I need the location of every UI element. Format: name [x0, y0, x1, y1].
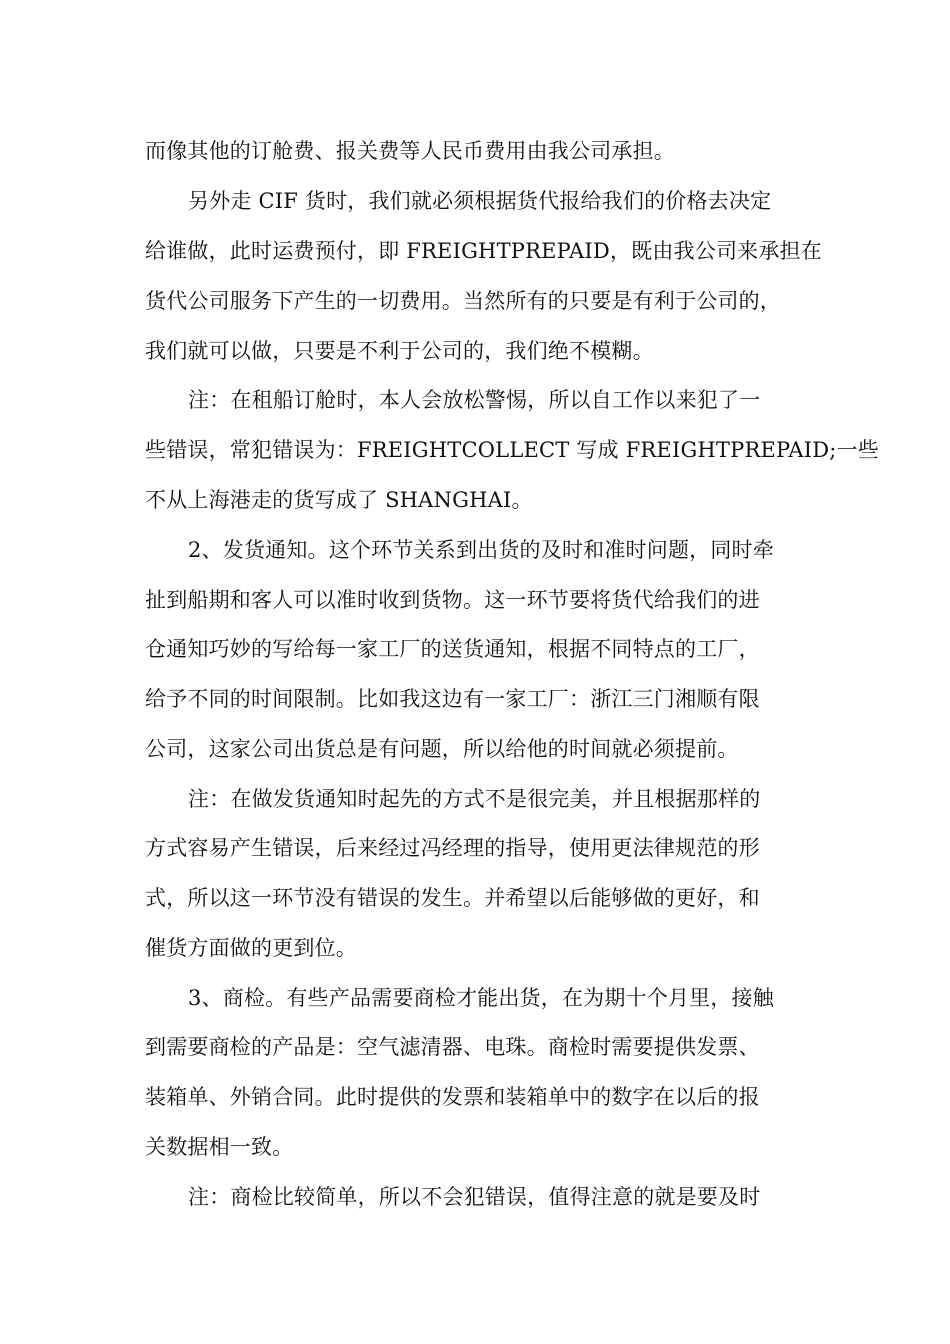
text-line: 另外走 CIF 货时，我们就必须根据货代报给我们的价格去决定	[188, 189, 772, 213]
text-line: 注：在租船订舱时，本人会放松警惕，所以自工作以来犯了一	[188, 388, 761, 412]
text-line: 些错误，常犯错误为：FREIGHTCOLLECT 写成 FREIGHTPREPAID;一些	[145, 438, 879, 462]
text-line: 扯到船期和客人可以准时收到货物。这一环节要将货代给我们的进	[145, 588, 760, 612]
text-line: 2、发货通知。这个环节关系到出货的及时和准时问题，同时牵	[188, 538, 774, 562]
text-line: 式，所以这一环节没有错误的发生。并希望以后能够做的更好，和	[145, 886, 760, 910]
text-line: 仓通知巧妙的写给每一家工厂的送货通知，根据不同特点的工厂，	[145, 637, 760, 661]
text-line: 给予不同的时间限制。比如我这边有一家工厂：浙江三门湘顺有限	[145, 687, 760, 711]
text-line: 方式容易产生错误，后来经过冯经理的指导，使用更法律规范的形	[145, 836, 760, 860]
text-line: 关数据相一致。	[145, 1135, 294, 1159]
text-line: 注：商检比较简单，所以不会犯错误，值得注意的就是要及时	[188, 1185, 761, 1209]
text-line: 我们就可以做，只要是不利于公司的，我们绝不模糊。	[145, 339, 654, 363]
text-line: 不从上海港走的货写成了 SHANGHAI。	[145, 488, 533, 512]
text-line: 给谁做，此时运费预付，即 FREIGHTPREPAID，既由我公司来承担在	[145, 239, 822, 263]
text-line: 3、商检。有些产品需要商检才能出货，在为期十个月里，接触	[188, 986, 774, 1010]
text-line: 到需要商检的产品是：空气滤清器、电珠。商检时需要提供发票、	[145, 1035, 760, 1059]
text-line: 催货方面做的更到位。	[145, 936, 357, 960]
text-line: 公司，这家公司出货总是有问题，所以给他的时间就必须提前。	[145, 737, 739, 761]
text-line: 装箱单、外销合同。此时提供的发票和装箱单中的数字在以后的报	[145, 1085, 760, 1109]
text-line: 而像其他的订舱费、报关费等人民币费用由我公司承担。	[145, 139, 675, 163]
text-line: 货代公司服务下产生的一切费用。当然所有的只要是有利于公司的，	[145, 289, 781, 313]
text-line: 注：在做发货通知时起先的方式不是很完美，并且根据那样的	[188, 787, 761, 811]
